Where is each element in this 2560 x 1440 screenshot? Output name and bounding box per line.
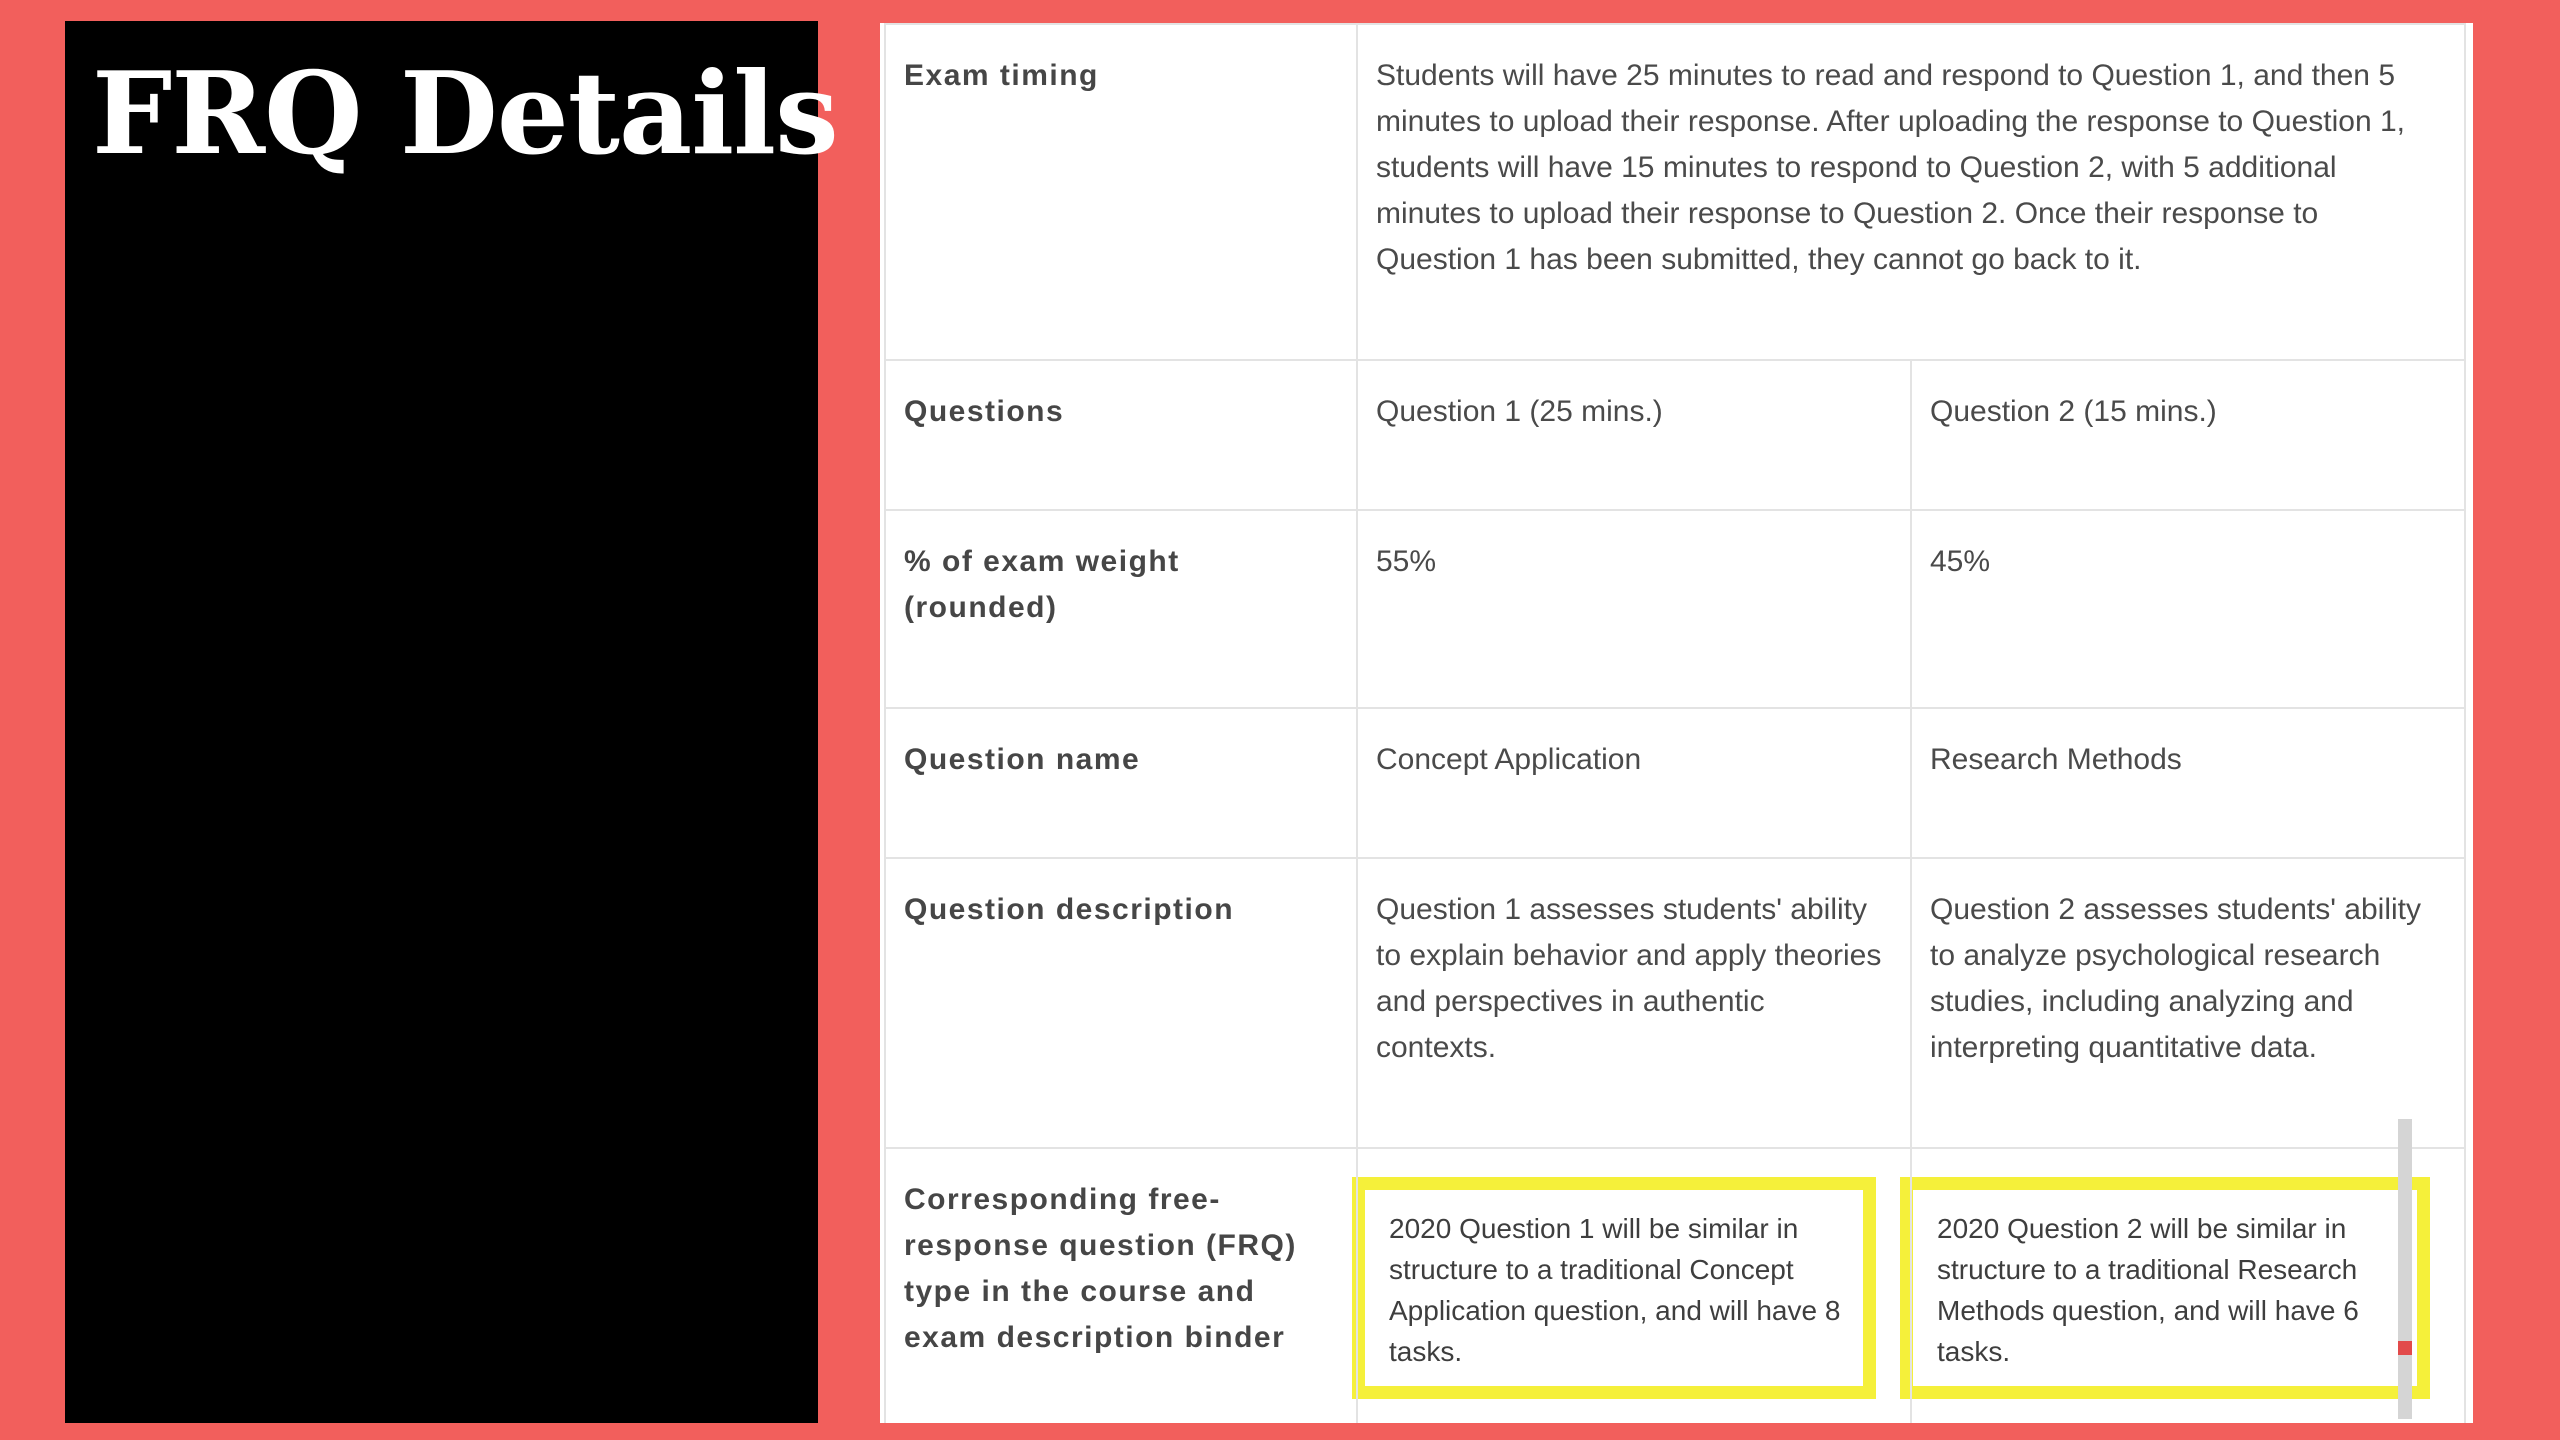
frq-type-label: Corresponding free-response question (FRQ) type in the course and exam description binder [885,1148,1357,1423]
exam-timing-text: Students will have 25 minutes to read and respond to Question 1, and then 5 minutes to upload their response. After uploading the response to Question 1, students will have 15 minutes to respond to Question 2, with 5 additional minutes to upload their response to Question 2. Once their response to Question 1 has been submitted, they cannot go back to it. [1357,24,2465,360]
table-row [885,858,2465,1148]
table-row [885,1148,2465,1423]
question-2-heading: Question 2 (15 mins.) [1911,360,2465,510]
question-2-frq-type-cell [1911,1148,2465,1423]
highlight-box: 2020 Question 1 will be similar in structure to a traditional Concept Application question, and will have 8 tasks. [1352,1177,1876,1399]
table-row [885,708,2465,858]
question-1-frq-type-cell [1357,1148,1911,1423]
scrollbar[interactable] [2398,1119,2412,1419]
highlight-box: 2020 Question 2 will be similar in structure to a traditional Research Methods question, and will have 6 tasks. [1900,1177,2430,1399]
question-1-heading: Question 1 (25 mins.) [1357,360,1911,510]
table-row [885,360,2465,510]
question-1-weight: 55% [1357,510,1911,708]
exam-weight-label: % of exam weight (rounded) [885,510,1357,708]
questions-label: Questions [885,360,1357,510]
frq-details-table [884,23,2466,1423]
title-panel [65,21,838,1423]
question-1-name: Concept Application [1357,708,1911,858]
question-1-description: Question 1 assesses students' ability to explain behavior and apply theories and perspectives in authentic contexts. [1357,858,1911,1148]
scrollbar-thumb[interactable] [2398,1341,2412,1355]
question-2-weight: 45% [1911,510,2465,708]
question-2-name: Research Methods [1911,708,2465,858]
question-description-label: Question description [885,858,1357,1148]
slide-title: FRQ Details [92,47,838,180]
question-2-description: Question 2 assesses students' ability to analyze psychological research studies, including analyzing and interpreting quantitative data. [1911,858,2465,1148]
exam-timing-label: Exam timing [885,24,1357,360]
document-screenshot [880,23,2473,1423]
question-name-label: Question name [885,708,1357,858]
table-row [885,510,2465,708]
table-row [885,24,2465,360]
